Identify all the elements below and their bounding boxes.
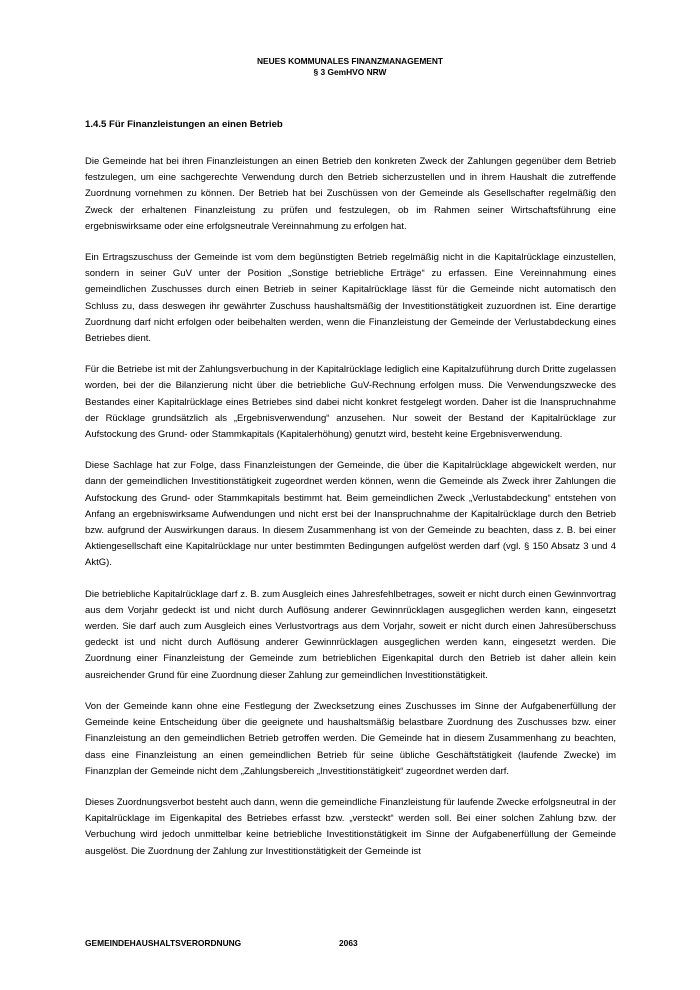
paragraph: Die betriebliche Kapitalrücklage darf z. B. zum Ausgleich eines Jahresfehlbetrages, soweit er nicht durch einen Gewinnvortrag aus dem Vorjahr gedeckt ist und nicht durch Auflösung anderer Gewinnrücklagen ausgeglichen werden kann, eingesetzt werden. Sie darf auch zum Ausgleich eines Verlustvortrags aus dem Vorjahr, soweit er nicht durch einen Jahresüberschuss gedeckt ist und nicht durch Auflösung anderer Gewinnrücklagen ausgeglichen werden kann, eingesetzt werden. Die Zuordnung einer Finanzleistung der Gemeinde zum betrieblichen Eigenkapital durch den Betrieb ist daher allein kein ausreichender Grund für eine Zuordnung dieser Zahlung zur gemeindlichen Investitionstätigkeit.	[85, 588, 616, 681]
paragraph: Die Gemeinde hat bei ihren Finanzleistungen an einen Betrieb den konkreten Zweck der Zahlungen gegenüber dem Betrieb festzulegen, um eine sachgerechte Verwendung durch den Betrieb sicherzustellen und in ihrem Haushalt die zutreffende Zuordnung vornehmen zu können. Der Betrieb hat bei Zuschüssen von der Gemeinde als Gesellschafter regelmäßig den Zweck der erhaltenen Finanzleistung zu prüfen und festzulegen, ob im Rahmen seiner Wirtschaftsführung eine ergebniswirksame oder eine erfolgsneutrale Vereinnahmung zu erfolgen hat.	[85, 156, 616, 232]
footer-title: GEMEINDEHAUSHALTSVERORDNUNG	[85, 938, 242, 948]
paragraph: Von der Gemeinde kann ohne eine Festlegung der Zwecksetzung eines Zuschusses im Sinne der Aufgabenerfüllung der Gemeinde keine Entscheidung über die geeignete und haushaltsmäßig belastbare Zuordnung des Zuschusses bzw. einer Finanzleistung an den gemeindlichen Betrieb getroffen werden. Die Gemeinde hat in diesem Zusammenhang zu beachten, dass eine Finanzleistung an einen gemeindlichen Betrieb für seine übliche Geschäftstätigkeit (laufende Zwecke) im Finanzplan der Gemeinde nicht dem „Zahlungsbereich „Investitionstätigkeit“ zugeordnet werden darf.	[85, 700, 616, 777]
paragraph: Dieses Zuordnungsverbot besteht auch dann, wenn die gemeindliche Finanzleistung für laufende Zwecke erfolgsneutral in der Kapitalrücklage im Eigenkapital des Betriebes erfasst bzw. „versteckt“ werden soll. Bei einer solchen Zahlung bzw. der Verbuchung wird jedoch unmittelbar keine betriebliche Investitionstätigkeit im Sinne der Aufgabenerfüllung der Gemeinde ausgelöst. Die Zuordnung der Zahlung zur Investitionstätigkeit der Gemeinde ist	[85, 796, 616, 857]
paragraph: Für die Betriebe ist mit der Zahlungsverbuchung in der Kapitalrücklage lediglich eine Kapitalzuführung durch Dritte zugelassen worden, bei der die Bilanzierung nicht über die betriebliche GuV-Rechnung erfolgen muss. Die Verwendungszwecke des Bestandes einer Kapitalrücklage eines Betriebes sind dabei nicht konkret festgelegt worden. Daher ist die Inanspruchnahme der Rücklage grundsätzlich als „Ergebnisverwendung“ anzusehen. Nur soweit der Bestand der Kapitalrücklage zur Aufstockung des Grund- oder Stammkapitals (Kapitalerhöhung) genutzt wird, besteht keine Ergebnisverwendung.	[85, 364, 616, 441]
document-body	[85, 119, 616, 860]
paragraph: Ein Ertragszuschuss der Gemeinde ist vom dem begünstigten Betrieb regelmäßig nicht in die Kapitalrücklage einzustellen, sondern in seiner GuV unter der Position „Sonstige betriebliche Erträge“ zu erfassen. Eine Vereinnahmung eines gemeindlichen Zuschusses durch einen Betrieb in seiner Kapitalrücklage lässt für die Gemeinde nicht automatisch den Schluss zu, dass deswegen ihr gewährter Zuschuss haushaltsmäßig der Investitionstätigkeit zuzuordnen ist. Eine derartige Zuordnung darf nicht erfolgen oder beibehalten werden, wenn die Finanzleistung der Gemeinde der Verlustabdeckung eines Betriebes dient.	[85, 252, 616, 345]
page-number: 2063	[339, 938, 358, 948]
paragraph: Diese Sachlage hat zur Folge, dass Finanzleistungen der Gemeinde, die über die Kapitalrücklage abgewickelt werden, nur dann der gemeindlichen Investitionstätigkeit zugeordnet werden können, wenn die Gemeinde als Zweck ihrer Zahlungen die Aufstockung des Grund- oder Stammkapitals bestimmt hat. Beim gemeindlichen Zweck „Verlustabdeckung“ entstehen von Anfang an ergebniswirksame Aufwendungen und nicht erst bei der Inanspruchnahme der Kapitalrücklage durch den Betrieb bzw. aufgrund der Auswirkungen daraus. In diesem Zusammenhang ist von der Gemeinde zu beachten, dass z. B. bei einer Aktiengesellschaft eine Kapitalrücklage nur unter bestimmten Bedingungen aufgelöst werden darf (vgl. § 150 Absatz 3 und 4 AktG).	[85, 460, 616, 569]
header-subtitle: § 3 GemHVO NRW	[313, 66, 387, 77]
header-title: NEUES KOMMUNALES FINANZMANAGEMENT	[256, 56, 444, 66]
page-header	[0, 56, 700, 77]
section-heading: 1.4.5 Für Finanzleistungen an einen Betrieb	[85, 119, 283, 130]
